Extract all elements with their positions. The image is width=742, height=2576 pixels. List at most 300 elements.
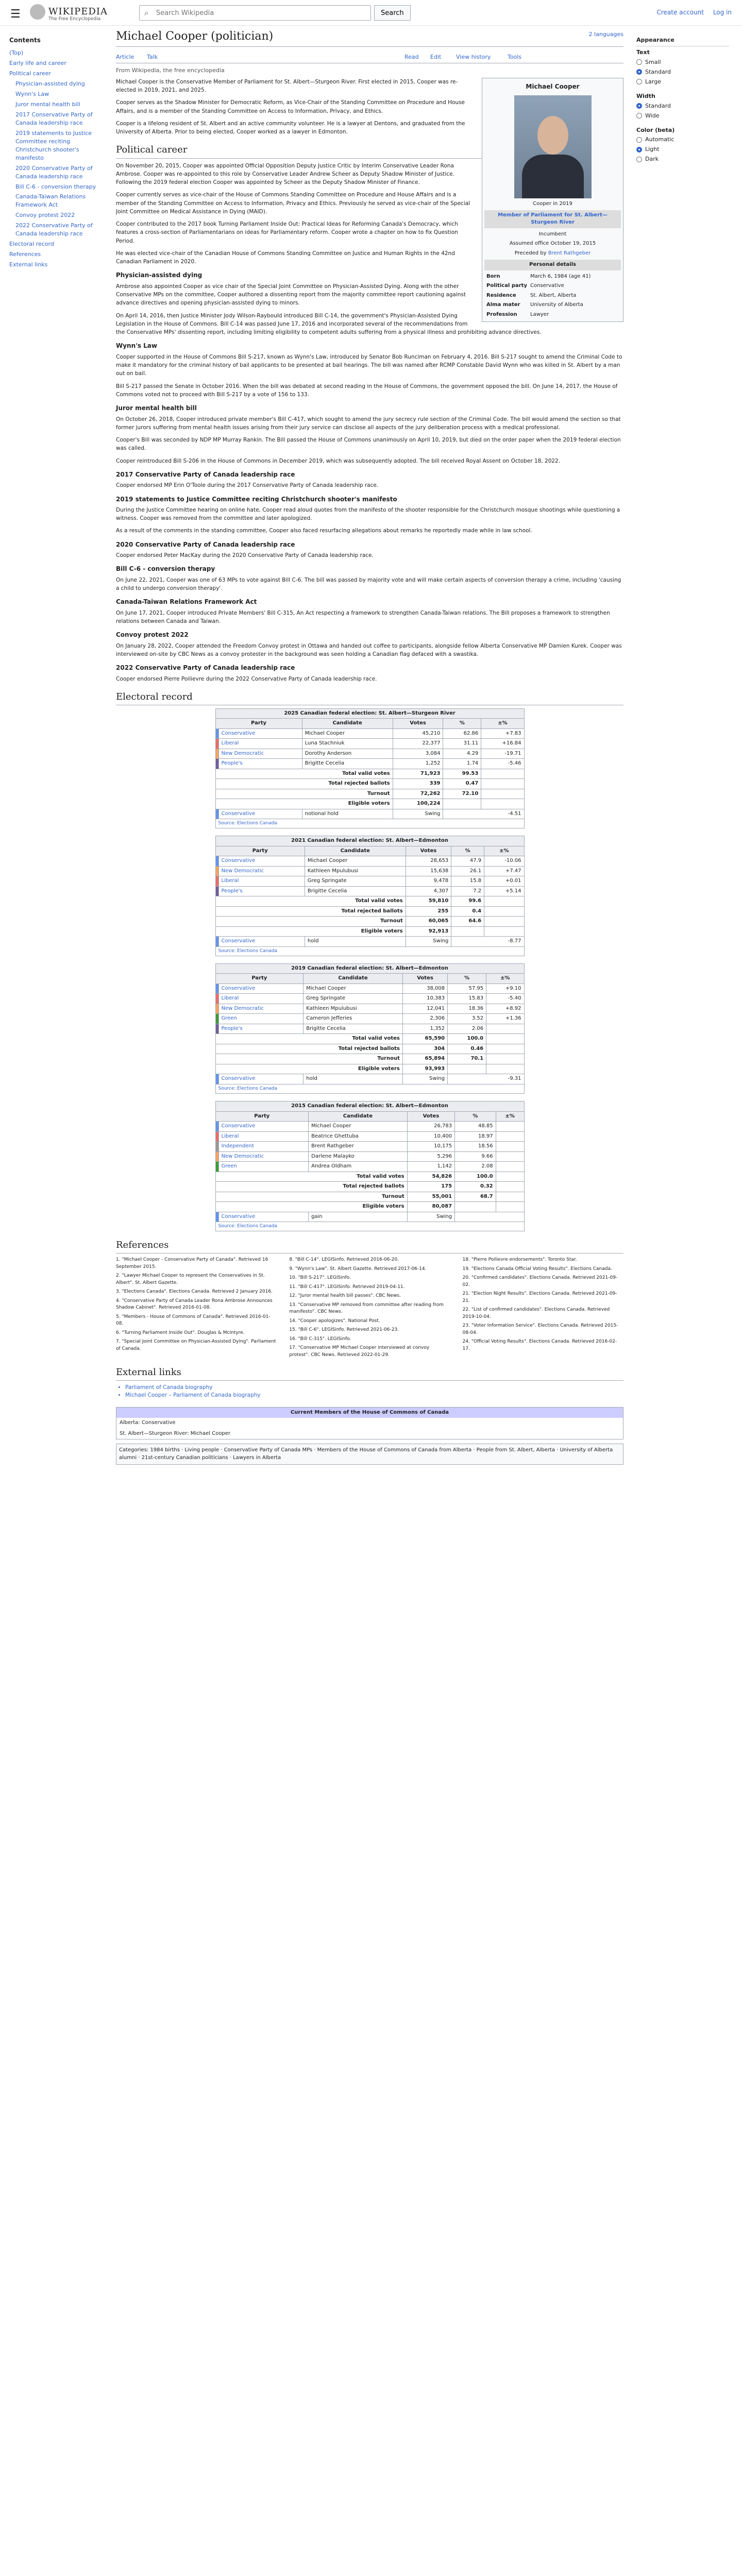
table-row [215, 1014, 524, 1024]
total-percent: 0.47 [443, 779, 481, 789]
reference-text[interactable]: "Conservative Party of Canada Leader Rona Ambrose Announces Shadow Cabinet". Retrieved 2016-01-08. [116, 1298, 273, 1311]
external-link[interactable]: • Michael Cooper – Parliament of Canada biography [125, 1392, 623, 1399]
navbox-row[interactable]: Alberta: Conservative [120, 1420, 176, 1426]
text-option[interactable] [636, 68, 729, 76]
result-party[interactable]: Conservative [218, 1074, 303, 1084]
reference-number[interactable]: 8. [289, 1257, 295, 1263]
reference-text[interactable]: "Bill C-6". LEGISinfo. Retrieved 2021-06-23. [298, 1327, 399, 1333]
table-row [215, 728, 524, 739]
reference-number[interactable]: 5. [116, 1314, 122, 1319]
radio-icon[interactable] [636, 113, 642, 118]
section-paragraph: Ambrose also appointed Cooper as vice chair of the Special Joint Committee on Physician-Assisted Dying. Along with the other Conservative MPs on the committee, Cooper authored a dissenting report from the majority committee report cautioning against advance directives and opening physician-assisted dying to minors. [116, 283, 466, 307]
office-band [484, 210, 621, 228]
infobox [482, 78, 623, 322]
votes-cell: 1,252 [393, 759, 443, 769]
reference-number[interactable]: 1. [116, 1257, 122, 1263]
section-paragraph: Bill S-217 passed the Senate in October 2016. When the bill was debated at second reading in the House of Commons, the government opposed the bill. On June 14, 2017, the House of Commons voted not to proceed with Bill S-217 by a vote of 156 to 133. [116, 383, 618, 398]
party-cell[interactable]: New Democratic [218, 1151, 309, 1162]
party-cell[interactable]: People's [218, 886, 305, 896]
reference-number[interactable]: 16. [289, 1336, 298, 1342]
reference-number[interactable]: 17. [289, 1345, 298, 1351]
reference-text[interactable]: "Conservative MP Michael Cooper interviewed at convoy protest". CBC News. Retrieved 2022-01-29. [289, 1345, 430, 1358]
section-paragraph: On November 20, 2015, Cooper was appointed Official Opposition Deputy Justice Critic by Interim Conservative Leader Rona Ambrose. Cooper was re-appointed to this role by Conservative Leader Andrew Scheer as Deputy Shadow Minister of Justice. Following the 2019 federal election Cooper was appointed by Scheer as the Deputy Shadow Minister of Finance. [116, 162, 454, 186]
toc-item[interactable]: References [9, 251, 41, 258]
wikipedia-logo[interactable] [30, 4, 45, 20]
text-option-label: Large [645, 78, 661, 85]
radio-icon[interactable] [636, 59, 642, 65]
section-paragraph: Cooper endorsed MP Erin O'Toole during the 2017 Conservative Party of Canada leadership race. [116, 482, 379, 489]
reference-text[interactable]: "Confirmed candidates". Elections Canada. Retrieved 2021-09-02. [462, 1275, 618, 1287]
table-row [215, 866, 524, 876]
candidate-cell: Greg Springate [305, 876, 406, 887]
color-option-label: Dark [645, 156, 659, 163]
section-heading: Political career [116, 143, 623, 158]
toc-item[interactable]: (Top) [9, 49, 24, 57]
radio-icon[interactable] [636, 79, 642, 84]
total-row [215, 1202, 524, 1212]
party-cell[interactable]: Liberal [218, 1131, 309, 1142]
toc-item[interactable]: Bill C-6 - conversion therapy [15, 183, 96, 190]
tab-read[interactable]: Read [404, 53, 419, 60]
candidate-cell: Brigitte Cecelia [302, 759, 393, 769]
text-option[interactable] [636, 78, 729, 86]
section-paragraph: Cooper endorsed Pierre Poilievre during the 2022 Conservative Party of Canada leadership race. [116, 675, 377, 682]
navbox [116, 1407, 623, 1440]
infobox-row [484, 281, 621, 291]
reference-text[interactable]: "Juror mental health bill passes". CBC News. [298, 1293, 401, 1299]
total-label: Total rejected ballots [215, 779, 393, 789]
party-cell[interactable]: Liberal [218, 994, 303, 1004]
source-link[interactable]: Source: Elections Canada [215, 946, 524, 956]
party-cell[interactable]: New Democratic [218, 866, 305, 876]
section-paragraph: On June 22, 2021, Cooper was one of 63 MPs to vote against Bill C-6. The bill was passed by majority vote and will make certain aspects of conversion therapy a crime, including 'causing a child to undergo conversion therapy'. [116, 577, 621, 592]
reference-number[interactable]: 21. [462, 1291, 471, 1297]
office-link[interactable]: Member of Parliament for St. Albert—Sturgeon River [498, 212, 608, 226]
reference-text[interactable]: "Lawyer Michael Cooper to represent the Conservatives in St. Albert". St. Albert Gazette. [116, 1273, 265, 1285]
party-cell[interactable]: Green [218, 1162, 309, 1172]
column-header: % [451, 846, 484, 856]
reference-item [116, 1289, 277, 1296]
party-cell[interactable]: Conservative [218, 1122, 309, 1132]
party-header: Party [215, 719, 302, 729]
tab-article[interactable]: Article [116, 53, 134, 60]
toc-item[interactable]: 2022 Conservative Party of Canada leadership race [15, 222, 93, 238]
toc-item[interactable]: Early life and career [9, 60, 66, 67]
election-caption[interactable]: 2015 Canadian federal election: St. Albert—Edmonton [215, 1101, 524, 1112]
reference-text[interactable]: "Voter Information Service". Elections Canada. Retrieved 2015-08-04. [462, 1323, 618, 1335]
reference-number[interactable]: 14. [289, 1318, 298, 1324]
swing-label: Swing [393, 809, 443, 819]
change-cell: +7.83 [481, 728, 524, 739]
total-label: Total valid votes [215, 1172, 407, 1182]
toc-item[interactable]: Canada-Taiwan Relations Framework Act [15, 193, 86, 209]
party-header: Party [215, 974, 303, 984]
election-caption[interactable]: 2025 Canadian federal election: St. Albert—Sturgeon River [215, 708, 524, 719]
reference-item [463, 1266, 623, 1273]
toc-item[interactable]: Convoy protest 2022 [15, 212, 75, 219]
result-row [215, 937, 524, 947]
toc-item[interactable]: Electoral record [9, 241, 54, 248]
candidate-cell: Beatrice Ghettuba [309, 1131, 408, 1142]
empty-cell [481, 799, 524, 809]
party-header: Party [215, 846, 305, 856]
change-cell: -5.40 [486, 994, 524, 1004]
radio-icon[interactable] [636, 147, 642, 152]
radio-icon[interactable] [636, 103, 642, 109]
color-option[interactable] [636, 155, 729, 163]
radio-icon[interactable] [636, 137, 642, 143]
percent-cell: 4.29 [443, 749, 481, 759]
reference-number[interactable]: 7. [116, 1339, 122, 1345]
references-list [116, 1257, 623, 1359]
percent-cell: 47.9 [451, 856, 484, 867]
reference-text[interactable]: "Bill C-417". LEGISinfo. Retrieved 2019-04-11. [298, 1284, 405, 1290]
section-paragraph: During the Justice Committee hearing on online hate, Cooper read aloud quotes from the manifesto of the shooter responsible for the Christchurch mosque shootings while questioning a witness. Cooper was removed from the committee and later apologized. [116, 506, 620, 522]
reference-item [116, 1330, 277, 1337]
reference-number[interactable]: 11. [289, 1284, 298, 1290]
reference-number[interactable]: 3. [116, 1289, 122, 1295]
table-row [215, 759, 524, 769]
total-label: Turnout [215, 1192, 407, 1202]
tab-tools[interactable]: Tools [508, 53, 522, 60]
reference-number[interactable]: 2. [116, 1273, 122, 1279]
section-heading: Wynn's Law [116, 342, 157, 350]
empty-cell [496, 1182, 524, 1192]
election-header-row [215, 719, 524, 729]
toc-item[interactable]: Juror mental health bill [15, 101, 80, 108]
text-option[interactable] [636, 58, 729, 66]
section-paragraph: On January 28, 2022, Cooper attended the Freedom Convoy protest in Ottawa and handed out coffee to participants, alongside fellow Alberta Conservative MP Damien Kurek. Cooper was interviewed on-site by CBC News as a convoy protester in the background was seen holding a Canadian flag defaced with a swastika. [116, 642, 622, 657]
reference-item [289, 1302, 450, 1316]
result-status: hold [303, 1074, 403, 1084]
total-percent: 0.32 [455, 1182, 496, 1192]
party-header: Party [215, 1111, 309, 1122]
reference-text[interactable]: "Turning Parliament Inside Out". Douglas & McIntyre. [122, 1330, 245, 1335]
reference-text[interactable]: "List of confirmed candidates". Elections Canada. Retrieved 2019-10-04. [462, 1307, 610, 1319]
table-row [215, 1122, 524, 1132]
section-paragraph: On April 14, 2016, then Justice Minister Jody Wilson-Raybould introduced Bill C-14, the government's Physician-Assisted Dying Legislation in the House of Commons. Bill C-14 was passed June 17, 2016 and incorporated several of the recommendations from the Conservative MPs' dissenting report, including limiting eligibility to competent adults suffering from a physical illness and prohibiting advance directives. [116, 312, 542, 336]
candidate-cell: Brigitte Cecelia [305, 886, 406, 896]
radio-icon[interactable] [636, 157, 642, 162]
log-in-link[interactable]: Log in [713, 9, 732, 16]
references-heading: References [116, 1239, 623, 1253]
electoral-heading: Electoral record [116, 690, 623, 705]
total-label: Turnout [215, 789, 393, 799]
reference-item [289, 1284, 450, 1291]
change-cell [496, 1162, 524, 1172]
result-party[interactable]: Conservative [218, 937, 305, 947]
reference-number[interactable]: 6. [116, 1330, 122, 1335]
party-cell[interactable]: Liberal [218, 876, 305, 887]
reference-text[interactable]: "Pierre Poilievre endorsements". Toronto Star. [471, 1257, 577, 1263]
reference-number[interactable]: 22. [462, 1307, 471, 1313]
create-account-link[interactable]: Create account [656, 9, 704, 16]
change-cell: +1.36 [486, 1014, 524, 1024]
width-label: Width [636, 92, 655, 99]
total-votes: 80,087 [407, 1202, 454, 1212]
total-row [215, 906, 524, 917]
total-percent: 100.0 [448, 1034, 486, 1044]
tab-view-history[interactable]: View history [456, 53, 491, 60]
total-label: Eligible voters [215, 1064, 402, 1074]
change-cell: -5.46 [481, 759, 524, 769]
lead-paragraph: Michael Cooper is the Conservative Member of Parliament for St. Albert—Sturgeon River. First elected in 2015, Cooper was re-elected in 2019, 2021, and 2025. [116, 78, 458, 94]
toc-item[interactable]: 2017 Conservative Party of Canada leadership race [15, 111, 93, 126]
section-heading: Physician-assisted dying [116, 272, 203, 279]
table-row [215, 739, 524, 749]
preceded-link[interactable]: Brent Rathgeber [548, 250, 591, 256]
total-row [215, 799, 524, 809]
source-link[interactable]: Source: Elections Canada [215, 1084, 524, 1093]
total-percent: 100.0 [455, 1172, 496, 1182]
votes-cell: 5,296 [407, 1151, 454, 1162]
external-link[interactable]: • Parliament of Canada biography [125, 1384, 623, 1392]
category-links[interactable]: Categories: 1984 births · Living people · Conservative Party of Canada MPs · Members of the House of Commons of Canada from Alberta · People from St. Albert, Alberta · University of Alberta alumni · 21st-century Canadian politicians · Lawyers in Alberta [116, 1444, 623, 1465]
total-percent: 99.6 [451, 896, 484, 907]
reference-text[interactable]: "Members - House of Commons of Canada". Retrieved 2016-01-08. [116, 1314, 271, 1327]
result-party[interactable]: Conservative [218, 809, 302, 819]
change-cell [496, 1142, 524, 1152]
external-links-list [125, 1384, 623, 1399]
tab-talk[interactable]: Talk [147, 53, 158, 60]
color-options [636, 126, 729, 164]
total-votes: 55,001 [407, 1192, 454, 1202]
search-button[interactable]: Search [374, 5, 411, 21]
reference-number[interactable]: 24. [462, 1339, 471, 1345]
infobox-key: Residence [486, 292, 516, 298]
change-cell: +16.84 [481, 739, 524, 749]
change-cell: +0.01 [484, 876, 524, 887]
photo-caption: Cooper in 2019 [533, 201, 572, 207]
text-size-options [636, 48, 729, 86]
radio-icon[interactable] [636, 69, 642, 75]
total-votes: 175 [407, 1182, 454, 1192]
total-votes: 93,993 [402, 1064, 447, 1074]
table-row [215, 876, 524, 887]
reference-item [463, 1338, 623, 1352]
change-cell [496, 1131, 524, 1142]
reference-text[interactable]: "Election Night Results". Elections Canada. Retrieved 2021-09-21. [462, 1291, 617, 1303]
width-option[interactable] [636, 112, 729, 120]
navbox-row[interactable]: St. Albert—Sturgeon River: Michael Cooper [120, 1430, 231, 1436]
lead-paragraph: Cooper serves as the Shadow Minister for Democratic Reform, as Vice-Chair of the Standing Committee on Procedure and House Affairs, and is a member of the Standing Committee on Access to Information, Privacy, and Ethics. [116, 99, 465, 114]
menu-icon[interactable]: ☰ [10, 8, 21, 21]
reference-number[interactable]: 19. [462, 1266, 471, 1272]
reference-text[interactable]: "Wynn's Law". St. Albert Gazette. Retrieved 2017-06-14. [295, 1266, 427, 1272]
election-table [215, 708, 525, 829]
votes-cell: 45,210 [393, 728, 443, 739]
percent-cell: 15.83 [448, 994, 486, 1004]
reference-text[interactable]: "Elections Canada Official Voting Results". Elections Canada. [471, 1266, 612, 1272]
table-row [215, 994, 524, 1004]
reference-number[interactable]: 10. [289, 1275, 298, 1281]
reference-number[interactable]: 23. [462, 1323, 471, 1329]
votes-cell: 10,400 [407, 1131, 454, 1142]
source-link[interactable]: Source: Elections Canada [215, 1222, 524, 1231]
reference-text[interactable]: "Special Joint Committee on Physician-Assisted Dying". Parliament of Canada. [116, 1339, 276, 1351]
result-row [215, 809, 524, 819]
reference-number[interactable]: 4. [116, 1298, 122, 1303]
reference-text[interactable]: "Bill C-14". LEGISinfo. Retrieved 2016-06-20. [295, 1257, 399, 1263]
change-cell [496, 1122, 524, 1132]
party-cell[interactable]: New Democratic [218, 1004, 303, 1014]
reference-text[interactable]: "Bill S-217". LEGISinfo. [298, 1275, 351, 1281]
reference-text[interactable]: "Michael Cooper - Conservative Party of Canada". Retrieved 16 September 2015. [116, 1257, 268, 1269]
reference-item [289, 1266, 450, 1273]
votes-cell: 10,175 [407, 1142, 454, 1152]
percent-cell: 31.11 [443, 739, 481, 749]
section-heading: Convoy protest 2022 [116, 631, 189, 639]
change-cell: -19.71 [481, 749, 524, 759]
reference-number[interactable]: 18. [462, 1257, 471, 1263]
party-cell[interactable]: Conservative [218, 728, 302, 739]
total-row [215, 1044, 524, 1054]
section-heading: 2017 Conservative Party of Canada leadership race [116, 470, 295, 478]
column-header: % [448, 974, 486, 984]
column-header: Candidate [305, 846, 406, 856]
toc-item[interactable]: 2019 statements to Justice Committee reciting Christchurch shooter's manifesto [15, 129, 92, 161]
tab-edit[interactable]: Edit [430, 53, 442, 60]
toc-item[interactable]: External links [9, 261, 48, 268]
party-cell[interactable]: Green [218, 1014, 303, 1024]
total-label: Turnout [215, 917, 406, 927]
search-input[interactable] [139, 5, 371, 21]
candidate-cell: Michael Cooper [309, 1122, 408, 1132]
candidate-cell: Michael Cooper [303, 984, 403, 994]
percent-cell: 57.95 [448, 984, 486, 994]
reference-text[interactable]: "Bill C-315". LEGISinfo. [298, 1336, 351, 1342]
toc-item[interactable]: Political career [9, 70, 51, 77]
percent-cell: 62.86 [443, 728, 481, 739]
party-cell[interactable]: Liberal [218, 739, 302, 749]
party-cell[interactable]: People's [218, 1024, 303, 1034]
infobox-key: Political party [486, 283, 527, 289]
section-heading: Canada-Taiwan Relations Framework Act [116, 598, 257, 606]
reference-item [289, 1327, 450, 1334]
result-status: hold [305, 937, 406, 947]
source-row [215, 1222, 524, 1231]
total-row [215, 1054, 524, 1064]
infobox-title: Michael Cooper [526, 82, 580, 90]
table-row [215, 1142, 524, 1152]
navbox-title[interactable]: Current Members of the House of Commons of Canada [116, 1408, 623, 1418]
election-caption[interactable]: 2021 Canadian federal election: St. Albert—Edmonton [215, 836, 524, 846]
party-cell[interactable]: Conservative [218, 984, 303, 994]
percent-cell: 48.85 [455, 1122, 496, 1132]
source-link[interactable]: Source: Elections Canada [215, 819, 524, 828]
reference-number[interactable]: 13. [289, 1302, 298, 1308]
total-percent: 68.7 [455, 1192, 496, 1202]
color-option[interactable] [636, 135, 729, 144]
infobox-key: Alma mater [486, 302, 520, 308]
party-cell[interactable]: People's [218, 759, 302, 769]
total-row [215, 789, 524, 799]
reference-text[interactable]: "Official Voting Results". Elections Canada. Retrieved 2016-02-17. [462, 1339, 617, 1351]
wordmark[interactable]: WIKIPEDIA [48, 6, 108, 17]
from-line: From Wikipedia, the free encyclopedia [116, 66, 225, 74]
infobox-value: University of Alberta [530, 302, 583, 308]
reference-text[interactable]: "Cooper apologizes". National Post. [298, 1318, 380, 1324]
reference-item [116, 1298, 277, 1312]
empty-cell [496, 1192, 524, 1202]
table-row [215, 1131, 524, 1142]
column-header: ±% [496, 1111, 524, 1122]
toc-item[interactable]: 2020 Conservative Party of Canada leadership race [15, 164, 93, 180]
total-row [215, 896, 524, 907]
reference-number[interactable]: 9. [289, 1266, 295, 1272]
preceded-by [484, 249, 621, 259]
infobox-value: March 6, 1984 (age 41) [530, 273, 591, 279]
reference-number[interactable]: 12. [289, 1293, 298, 1299]
color-option[interactable] [636, 145, 729, 154]
section-paragraph: Cooper supported in the House of Commons Bill S-217, known as Wynn's Law, introduced by Senator Bob Runciman on February 4, 2016. Bill S-217 sought to amend the Criminal Code to make it mandatory for the criminal history of bail applicants to be presented at bail hearings. The bill was named after RCMP Constable David Wynn who was killed in St. Albert by a man out on bail. [116, 353, 622, 377]
election-caption[interactable]: 2019 Canadian federal election: St. Albert—Edmonton [215, 963, 524, 974]
total-percent: 64.6 [451, 917, 484, 927]
reference-text[interactable]: "Elections Canada". Elections Canada. Retrieved 2 January 2016. [122, 1289, 273, 1295]
table-row [215, 749, 524, 759]
candidate-cell: Cameron Jefferies [303, 1014, 403, 1024]
total-votes: 255 [406, 906, 451, 917]
reference-text[interactable]: "Conservative MP removed from committee after reading from manifesto". CBC News. [289, 1302, 444, 1315]
section-paragraph: Cooper reintroduced Bill S-206 in the House of Commons in December 2019, which was subsequently adopted. The bill received Royal Assent on October 18, 2022. [116, 457, 561, 464]
total-percent: 0.46 [448, 1044, 486, 1054]
site-header [0, 0, 742, 26]
change-cell: +7.47 [484, 866, 524, 876]
table-row [215, 1151, 524, 1162]
swing-label: Swing [402, 1074, 447, 1084]
total-percent [448, 1064, 486, 1074]
reference-item [116, 1257, 277, 1270]
result-status: notional hold [302, 809, 393, 819]
width-option[interactable] [636, 102, 729, 110]
empty-cell [486, 1044, 524, 1054]
portrait-photo[interactable] [514, 95, 592, 198]
language-button[interactable]: 2 languages [588, 31, 623, 38]
empty-cell [496, 1202, 524, 1212]
electoral-record [116, 708, 623, 1231]
percent-cell: 1.74 [443, 759, 481, 769]
reference-item [289, 1257, 450, 1264]
toc-item[interactable]: Physician-assisted dying [15, 80, 85, 88]
total-label: Eligible voters [215, 799, 393, 809]
reference-item [463, 1275, 623, 1289]
source-row [215, 946, 524, 956]
election-caption-row [215, 836, 524, 846]
result-row [215, 1212, 524, 1222]
result-party[interactable]: Conservative [218, 1212, 309, 1222]
total-label: Total rejected ballots [215, 906, 406, 917]
reference-number[interactable]: 15. [289, 1327, 298, 1333]
page-title: Michael Cooper (politician) [116, 28, 623, 47]
party-cell[interactable]: New Democratic [218, 749, 302, 759]
party-cell[interactable]: Conservative [218, 856, 305, 867]
total-row [215, 1192, 524, 1202]
percent-cell: 2.06 [448, 1024, 486, 1034]
swing-value: -4.51 [443, 809, 524, 819]
reference-number[interactable]: 20. [462, 1275, 471, 1281]
section-paragraph: Cooper currently serves as vice-chair of the House of Commons Standing Committee on Procedure and House Affairs and is a member of the Standing Committee on Access to Information, Privacy and Ethics. Previously he served as vice-chair of the Special Joint Committee on Medical Assistance in Dying (MAID). [116, 192, 470, 215]
total-votes: 65,894 [402, 1054, 447, 1064]
toc-item[interactable]: Wynn's Law [15, 91, 49, 98]
total-label: Total valid votes [215, 1034, 402, 1044]
party-cell[interactable]: Independent [218, 1142, 309, 1152]
total-votes: 71,923 [393, 769, 443, 779]
toc-title: Contents [9, 37, 41, 44]
total-row [215, 926, 524, 937]
votes-cell: 3,084 [393, 749, 443, 759]
swing-label: Swing [406, 937, 451, 947]
width-option-label: Standard [645, 102, 671, 109]
